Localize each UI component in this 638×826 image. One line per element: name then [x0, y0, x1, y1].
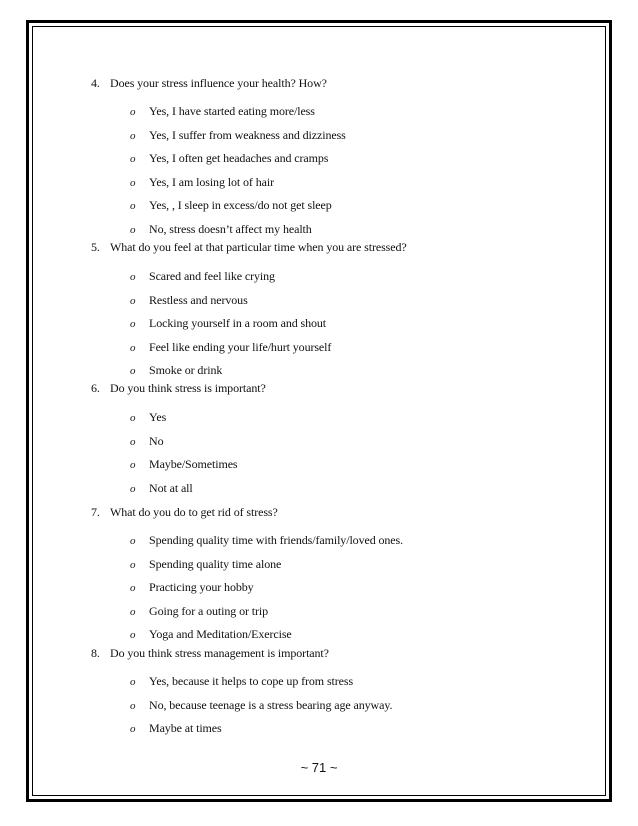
- option-item: [130, 434, 163, 449]
- option-text: Feel like ending your life/hurt yourself: [149, 339, 332, 354]
- question-text: What do you feel at that particular time when you are stressed?: [110, 240, 407, 254]
- option-item: [130, 410, 166, 425]
- question-text: Does your stress influence your health? How?: [110, 76, 327, 90]
- question-5: [91, 240, 407, 255]
- option-item: [130, 175, 274, 190]
- bullet-icon: o: [130, 723, 136, 736]
- question-8: [91, 646, 329, 661]
- option-item: [130, 222, 312, 237]
- bullet-icon: o: [130, 200, 136, 213]
- option-item: [130, 363, 222, 378]
- option-text: No, stress doesn’t affect my health: [149, 222, 312, 236]
- bullet-icon: o: [130, 153, 136, 166]
- bullet-icon: o: [130, 605, 136, 618]
- option-text: Yes, I have started eating more/less: [149, 104, 315, 118]
- bullet-icon: o: [130, 629, 136, 642]
- option-text: Yes, I often get headaches and cramps: [149, 151, 329, 166]
- option-item: [130, 604, 268, 619]
- option-text: Scared and feel like crying: [149, 269, 275, 283]
- question-text: What do you do to get rid of stress?: [110, 505, 278, 519]
- option-item: [130, 674, 353, 689]
- bullet-icon: o: [130, 224, 136, 236]
- option-item: [130, 557, 281, 572]
- option-text: Practicing your hobby: [149, 580, 254, 595]
- option-text: No, because teenage is a stress bearing age anyway.: [149, 697, 393, 712]
- option-text: Yoga and Meditation/Exercise: [149, 627, 292, 642]
- question-text: Do you think stress management is important?: [110, 646, 329, 660]
- option-item: [130, 340, 331, 355]
- bullet-icon: o: [130, 129, 136, 142]
- option-text: No: [149, 433, 164, 448]
- bullet-icon: o: [130, 176, 136, 189]
- question-text: Do you think stress is important?: [110, 381, 266, 395]
- option-item: [130, 627, 292, 642]
- bullet-icon: o: [130, 435, 136, 448]
- bullet-icon: o: [130, 318, 136, 331]
- bullet-icon: o: [130, 558, 136, 571]
- bullet-icon: o: [130, 412, 136, 424]
- option-text: Yes, , I sleep in excess/do not get sleep: [149, 198, 332, 213]
- option-text: Maybe at times: [149, 721, 222, 736]
- question-number: 5.: [91, 240, 100, 254]
- option-text: Yes, I am losing lot of hair: [149, 174, 274, 189]
- question-number: 4.: [91, 76, 100, 90]
- question-number: 8.: [91, 646, 100, 660]
- question-6: [91, 381, 266, 396]
- option-text: Spending quality time with friends/family/loved ones.: [149, 533, 403, 547]
- option-item: [130, 721, 222, 736]
- bullet-icon: o: [130, 106, 136, 118]
- question-7: [91, 505, 278, 520]
- bullet-icon: o: [130, 582, 136, 595]
- option-item: [130, 457, 238, 472]
- bullet-icon: o: [130, 365, 136, 378]
- option-item: [130, 481, 193, 496]
- option-text: Yes, I suffer from weakness and dizziness: [149, 127, 346, 142]
- option-item: [130, 104, 315, 119]
- bullet-icon: o: [130, 676, 136, 688]
- question-4: [91, 76, 327, 91]
- option-text: Maybe/Sometimes: [149, 457, 238, 472]
- question-number: 7.: [91, 505, 100, 519]
- option-text: Locking yourself in a room and shout: [149, 316, 327, 331]
- option-item: [130, 533, 403, 548]
- option-text: Restless and nervous: [149, 292, 248, 307]
- bullet-icon: o: [130, 459, 136, 472]
- bullet-icon: o: [130, 271, 136, 283]
- option-item: [130, 128, 346, 143]
- option-text: Not at all: [149, 480, 193, 495]
- bullet-icon: o: [130, 699, 136, 712]
- option-text: Spending quality time alone: [149, 556, 282, 571]
- bullet-icon: o: [130, 294, 136, 307]
- option-text: Smoke or drink: [149, 363, 223, 378]
- bullet-icon: o: [130, 341, 136, 354]
- option-item: [130, 316, 326, 331]
- question-number: 6.: [91, 381, 100, 395]
- option-item: [130, 698, 392, 713]
- option-item: [130, 198, 332, 213]
- option-text: Yes, because it helps to cope up from stress: [149, 674, 354, 688]
- page-number: ~ 71 ~: [300, 760, 338, 775]
- option-item: [130, 580, 254, 595]
- option-text: Going for a outing or trip: [149, 603, 269, 618]
- option-item: [130, 293, 248, 308]
- option-item: [130, 151, 328, 166]
- bullet-icon: o: [130, 482, 136, 495]
- option-item: [130, 269, 275, 284]
- bullet-icon: o: [130, 535, 136, 547]
- option-text: Yes: [149, 410, 167, 424]
